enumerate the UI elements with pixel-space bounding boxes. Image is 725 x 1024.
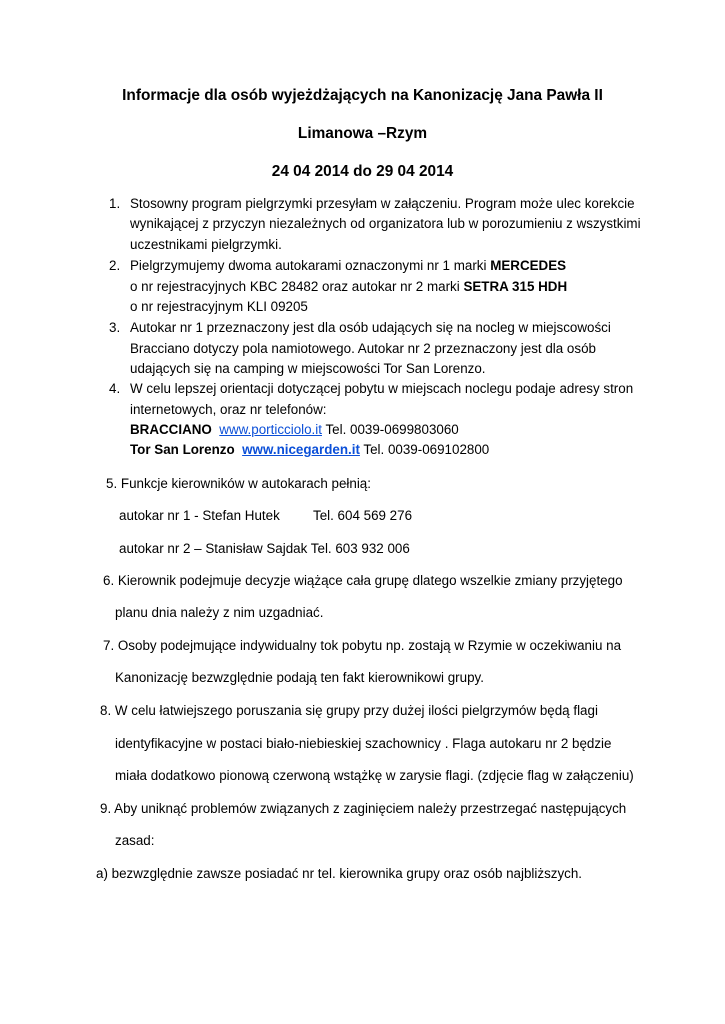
item-text: uczestnikami pielgrzymki. <box>130 237 282 252</box>
item-text: planu dnia należy z nim uzgadniać. <box>115 605 324 620</box>
item-text: Bracciano dotyczy pola namiotowego. Autokar nr 2 przeznaczony jest dla osób <box>130 341 596 356</box>
bus1-brand: MERCEDES <box>490 258 567 273</box>
item-text: udających się na camping w miejscowości Tor San Lorenzo. <box>130 361 486 376</box>
item-number: 1. <box>109 196 121 211</box>
item-text: identyfikacyjne w postaci biało-niebieskiej szachownicy . Flaga autokaru nr 2 będzie <box>115 736 612 751</box>
bracciano-link[interactable]: www.porticciolo.it <box>219 422 322 437</box>
item-text: internetowych, oraz nr telefonów: <box>130 402 327 417</box>
item-text: Stosowny program pielgrzymki przesyłam w załączeniu. Program może ulec korekcie <box>130 196 635 211</box>
item-number: 4. <box>109 381 121 396</box>
item-text: wynikającej z przyczyn niezależnych od organizatora lub w porozumieniu z wszystkimi <box>130 216 641 231</box>
item-text: Autokar nr 1 przeznaczony jest dla osób udających się na nocleg w miejscowości <box>130 320 611 335</box>
site-name: Tor San Lorenzo <box>130 442 235 457</box>
rule-a: a) bezwzględnie zawsze posiadać nr tel. kierownika grupy oraz osób najbliższych. <box>96 866 583 881</box>
nicegarden-link[interactable]: www.nicegarden.it <box>242 442 360 457</box>
item-text: o nr rejestracyjnych KBC 28482 oraz autokar nr 2 marki SETRA 315 HDH <box>130 279 568 294</box>
item-text: 5. Funkcje kierowników w autokarach pełnią: <box>106 476 371 491</box>
item-text: 6. Kierownik podejmuje decyzje wiążące cała grupę dlatego wszelkie zmiany przyjętego <box>103 573 623 588</box>
site-bracciano <box>130 422 459 437</box>
site-phone: Tel. 0039-069102800 <box>359 442 490 457</box>
item-text: Pielgrzymujemy dwoma autokarami oznaczonymi nr 1 marki MERCEDES <box>130 258 567 273</box>
bus1-phone: Tel. 604 569 276 <box>313 508 413 523</box>
item-text: W celu lepszej orientacji dotyczącej pobytu w miejscach noclegu podaje adresy stron <box>130 381 634 396</box>
site-tor-san-lorenzo <box>130 442 489 457</box>
item-text: Kanonizację bezwzględnie podają ten fakt kierownikowi grupy. <box>115 670 484 685</box>
item-text: 8. W celu łatwiejszego poruszania się grupy przy dużej ilości pielgrzymów będą flagi <box>100 703 598 718</box>
item-text: miała dodatkowo pionową czerwoną wstążkę w zarysie flagi. (zdjęcie flag w załączeniu) <box>115 768 634 783</box>
bus2-manager: autokar nr 2 – Stanisław Sajdak Tel. 603 932 006 <box>119 541 410 556</box>
item-text: o nr rejestracyjnym KLI 09205 <box>130 299 308 314</box>
site-phone: Tel. 0039-0699803060 <box>321 422 459 437</box>
route-heading: Limanowa –Rzym <box>297 125 428 142</box>
item-number: 2. <box>109 258 121 273</box>
page-title: Informacje dla osób wyjeżdżających na Kanonizację Jana Pawła II <box>122 87 603 104</box>
item-text: 9. Aby uniknąć problemów związanych z zaginięciem należy przestrzegać następujących <box>100 801 627 816</box>
dates-heading: 24 04 2014 do 29 04 2014 <box>271 163 454 180</box>
item-number: 3. <box>109 320 121 335</box>
bus1-manager: autokar nr 1 - Stefan Hutek <box>119 508 280 523</box>
site-name: BRACCIANO <box>130 422 212 437</box>
item-text: zasad: <box>115 833 155 848</box>
item-text: 7. Osoby podejmujące indywidualny tok pobytu np. zostają w Rzymie w oczekiwaniu na <box>103 638 622 653</box>
bus2-brand: SETRA 315 HDH <box>463 279 568 294</box>
